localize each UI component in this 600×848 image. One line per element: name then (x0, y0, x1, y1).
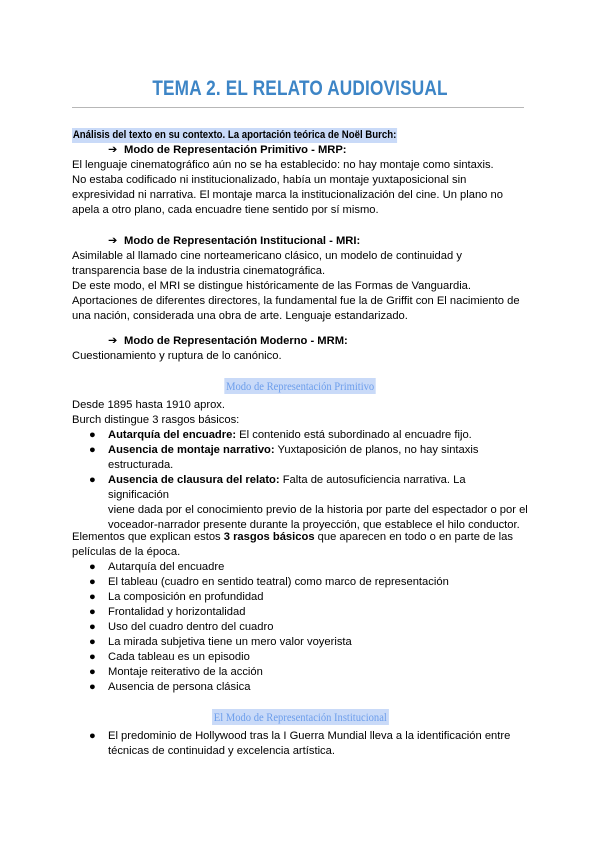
mrp-line: El lenguaje cinematográfico aún no se ha establecido: no hay montaje como sintaxis. (72, 159, 494, 171)
list-item: ● Ausencia de persona clásica (89, 681, 251, 693)
arrow-icon: ➔ (108, 235, 118, 247)
section-primitive-heading: Modo de Representación Primitivo (225, 379, 375, 393)
list-item: ● Montaje reiterativo de la acción (89, 666, 263, 678)
bullet-icon: ● (89, 621, 96, 633)
list-item: ● Ausencia de montaje narrativo: Yuxtaposición de planos, no hay sintaxis estructurada. (89, 444, 479, 471)
mrp-heading: ➔ Modo de Representación Primitivo - MRP: (108, 144, 347, 156)
list-item: ● El predominio de Hollywood tras la I Guerra Mundial lleva a la identificación entre técnicas de continuidad y excelencia artística. (89, 730, 511, 757)
mrp-block (72, 143, 528, 218)
bullet-icon: ● (89, 429, 96, 441)
bullet-icon: ● (89, 474, 96, 486)
bullet-icon: ● (89, 591, 96, 603)
bullet-icon: ● (89, 730, 96, 742)
mrp-line: expresividad ni narrativa. El montaje marca la institucionalización del cine. Un plano no (72, 189, 503, 201)
mrm-heading: ➔ Modo de Representación Moderno - MRM: (108, 335, 348, 347)
arrow-icon: ➔ (108, 335, 118, 347)
mrp-line: No estaba codificado ni institucionalizado, había un montaje yuxtaposicional sin (72, 174, 467, 186)
bullet-icon: ● (89, 681, 96, 693)
mri-line: Aportaciones de diferentes directores, la fundamental fue la de Griffit con El nacimiento de (72, 295, 520, 307)
elements-block (72, 530, 528, 695)
section-intro-line: Burch distingue 3 rasgos básicos: (72, 414, 240, 426)
bullet-icon: ● (89, 606, 96, 618)
bullet-icon: ● (89, 561, 96, 573)
section-institutional-body (72, 729, 528, 759)
bullet-icon: ● (89, 576, 96, 588)
mri-line: transparencia base de la industria cinematográfica. (72, 265, 326, 277)
intro-heading-block (72, 128, 528, 143)
list-item: ● La mirada subjetiva tiene un mero valor voyerista (89, 636, 352, 648)
page-title: TEMA 2. EL RELATO AUDIOVISUAL (152, 77, 448, 100)
list-item: ● Autarquía del encuadre: El contenido está subordinado al encuadre fijo. (89, 429, 472, 441)
bullet-icon: ● (89, 651, 96, 663)
section-institutional-heading: El Modo de Representación Institucional (213, 710, 387, 724)
traits-list (72, 428, 528, 533)
mrp-line: apela a otro plano, cada encuadre tiene sentido por sí mismo. (72, 204, 379, 216)
mrm-block (72, 334, 528, 364)
list-item: ● Uso del cuadro dentro del cuadro (89, 621, 274, 633)
intro-heading: Análisis del texto en su contexto. La aportación teórica de Noël Burch: (72, 129, 397, 141)
mri-heading: ➔ Modo de Representación Institucional - MRI: (108, 235, 361, 247)
list-item: ● Frontalidad y horizontalidad (89, 606, 246, 618)
institutional-list (72, 729, 528, 759)
list-item: ● Ausencia de clausura del relato: Falta de autosuficiencia narrativa. La significación viene dada por el conocimiento previo de la historia por parte del espectador o por el voceador-narrador presente durante la proyección, que establece el hilo conductor. (89, 474, 528, 531)
mri-line: una nación, considerada una obra de arte. Lenguaje estandarizado. (72, 310, 408, 322)
bullet-icon: ● (89, 636, 96, 648)
section-intro-line: Desde 1895 hasta 1910 aprox. (72, 399, 226, 411)
title-divider (72, 107, 524, 108)
mrm-line: Cuestionamiento y ruptura de lo canónico. (72, 350, 282, 362)
arrow-icon: ➔ (108, 144, 118, 156)
mri-line: De este modo, el MRI se distingue históricamente de las Formas de Vanguardia. (72, 280, 472, 292)
list-item: ● Cada tableau es un episodio (89, 651, 250, 663)
mri-line: Asimilable al llamado cine norteamericano clásico, un modelo de continuidad y (72, 250, 462, 262)
section-primitive-body (72, 398, 528, 533)
bullet-icon: ● (89, 666, 96, 678)
list-item: ● La composición en profundidad (89, 591, 264, 603)
elements-intro-cont: películas de la época. (72, 546, 181, 558)
list-item: ● El tableau (cuadro en sentido teatral) como marco de representación (89, 576, 449, 588)
elements-intro: Elementos que explican estos 3 rasgos básicos que aparecen en todo o en parte de las (72, 531, 513, 543)
elements-list (72, 560, 528, 695)
list-item: ● Autarquía del encuadre (89, 561, 225, 573)
mri-block (72, 234, 528, 324)
bullet-icon: ● (89, 444, 96, 456)
